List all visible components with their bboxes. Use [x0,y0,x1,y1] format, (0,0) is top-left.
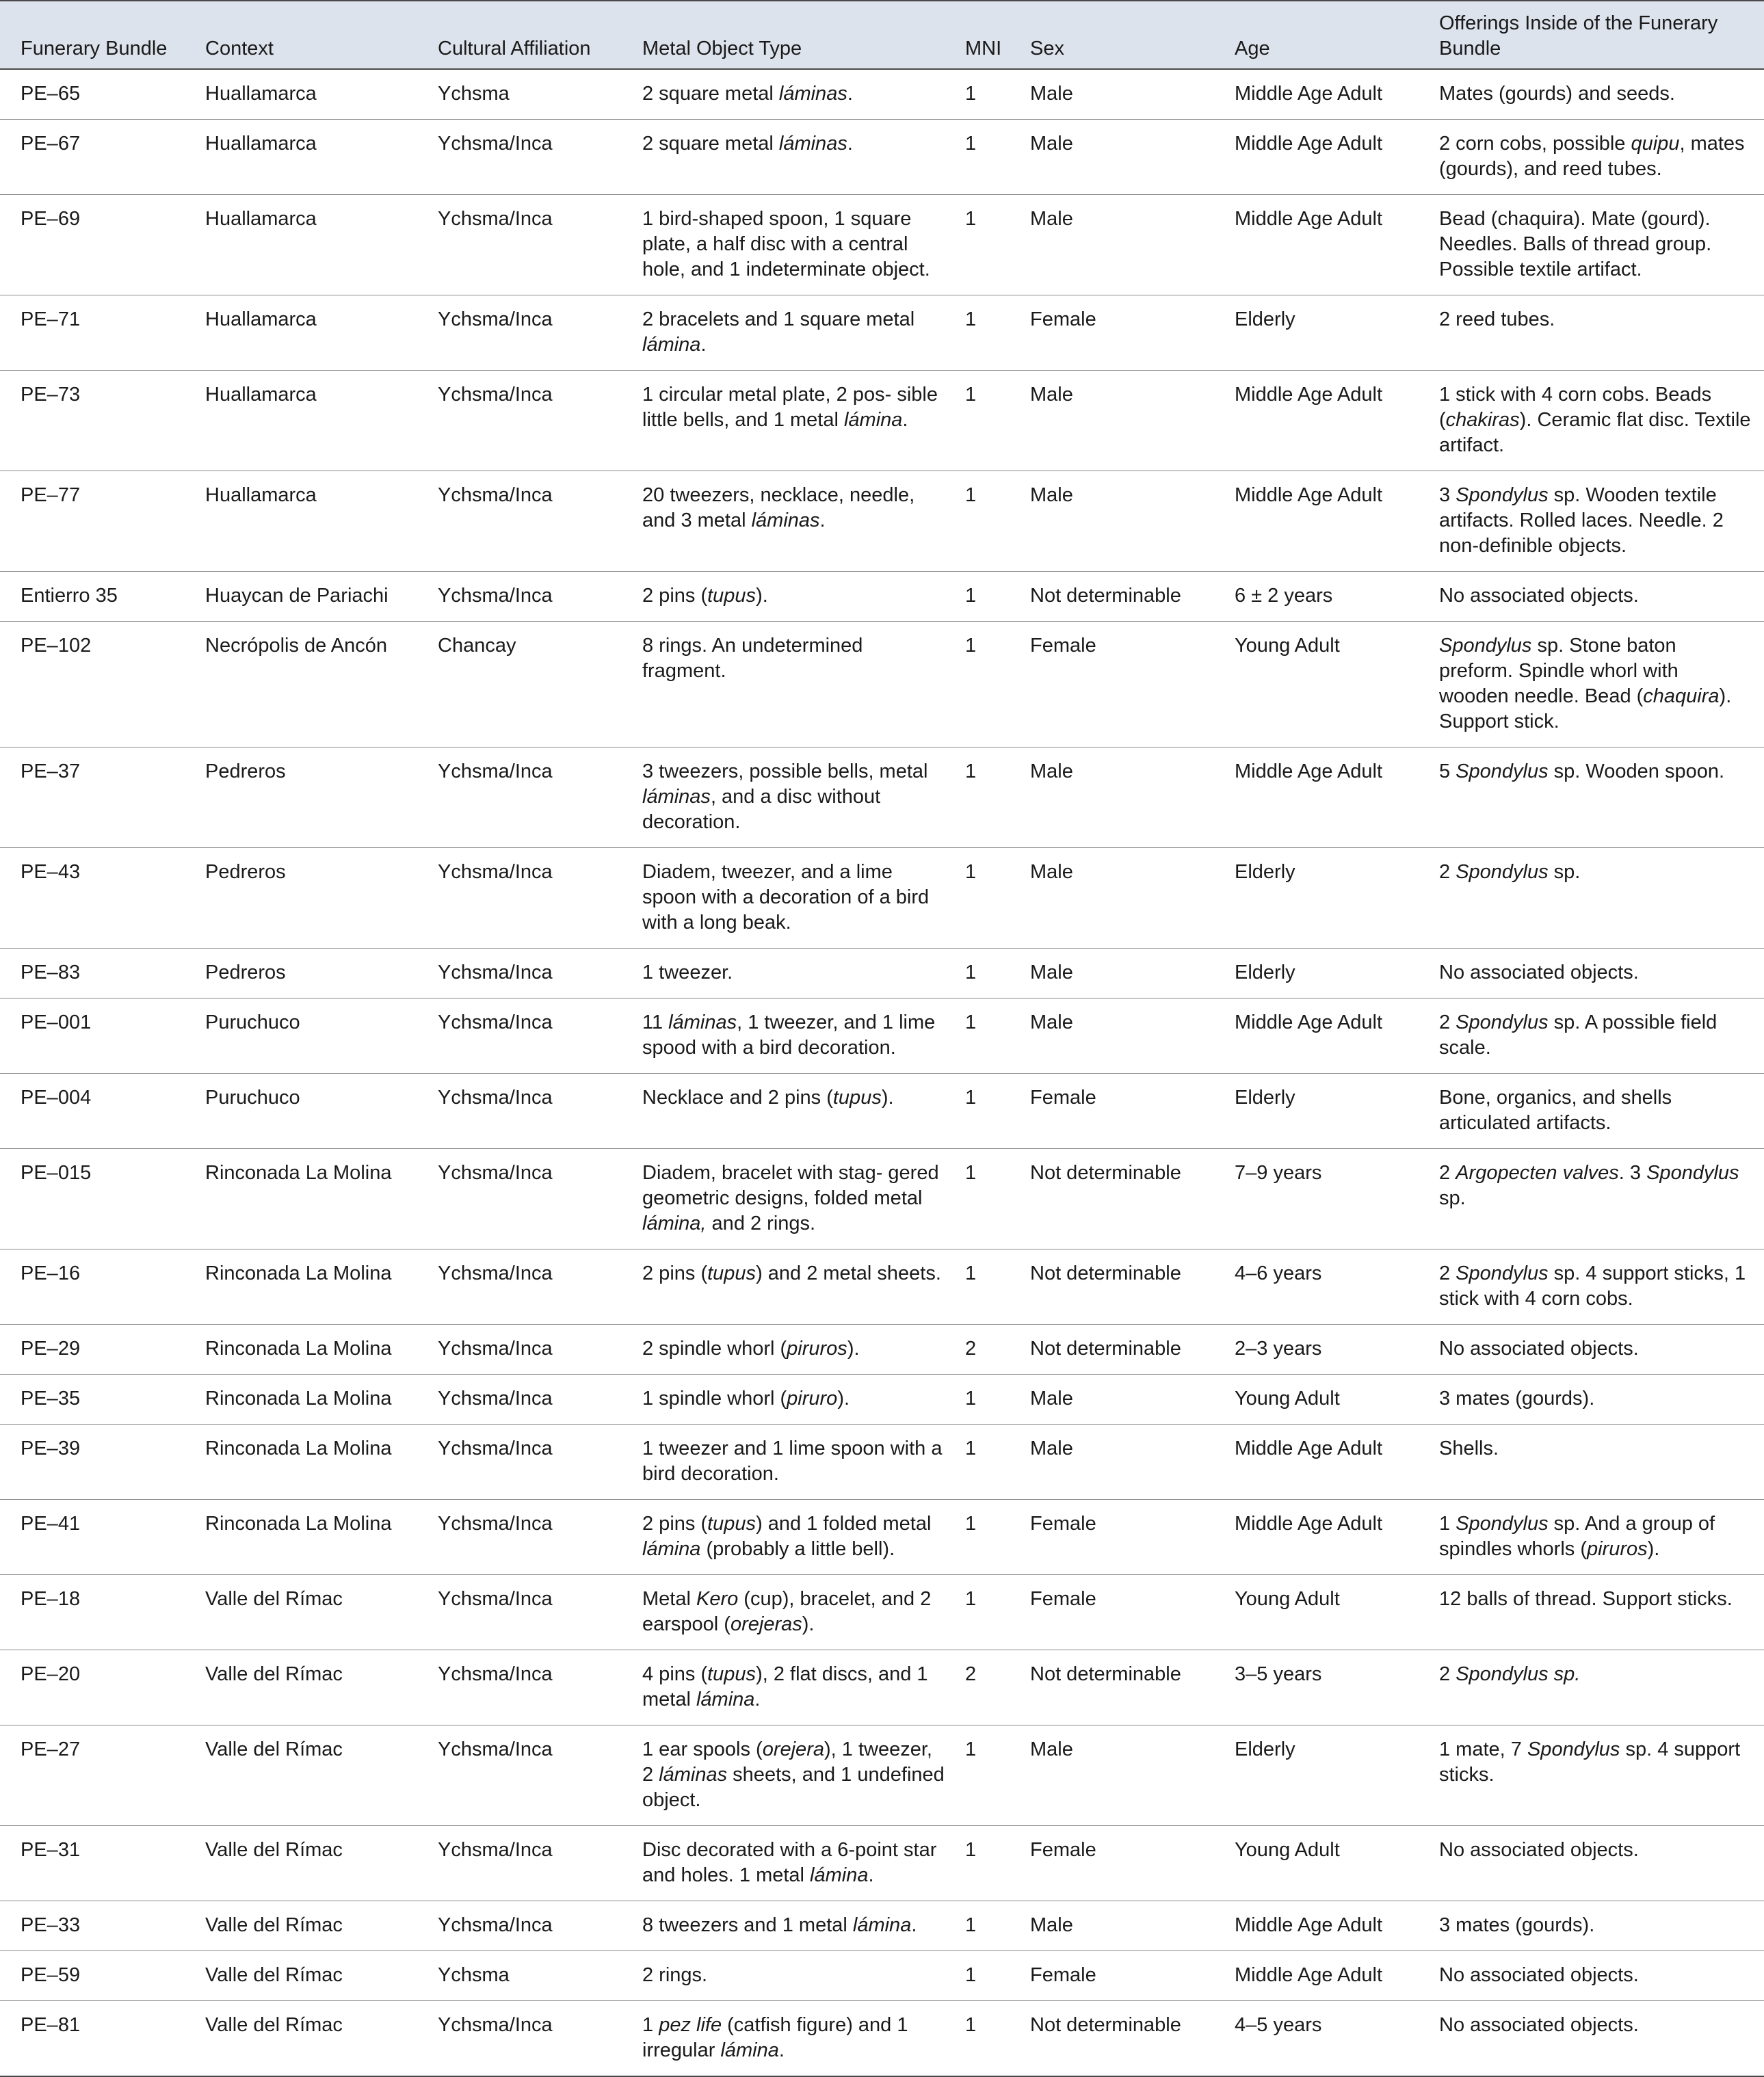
cell-metal-object-type: 2 pins (tupus). [642,572,957,622]
cell-context: Valle del Rímac [205,1901,438,1951]
cell-sex: Female [1030,1500,1235,1575]
cell-offerings: 1 Spondylus sp. And a group of spindles whorls (piruros). [1439,1500,1764,1575]
cell-offerings: 3 mates (gourds). [1439,1901,1764,1951]
cell-cultural-affiliation: Ychsma/Inca [438,1375,642,1425]
cell-context: Pedreros [205,848,438,949]
table-row [0,1074,1764,1149]
cell-sex: Male [1030,848,1235,949]
cell-sex: Male [1030,1725,1235,1826]
cell-metal-object-type: 8 tweezers and 1 metal lámina. [642,1901,957,1951]
cell-metal-object-type: 1 pez life (catfish figure) and 1 irregular lámina. [642,2001,957,2077]
cell-cultural-affiliation: Ychsma/Inca [438,1149,642,1249]
cell-funerary-bundle: PE–001 [0,998,205,1074]
cell-cultural-affiliation: Ychsma/Inca [438,371,642,471]
cell-metal-object-type: 4 pins (tupus), 2 flat discs, and 1 metal lámina. [642,1650,957,1725]
cell-mni: 1 [957,1575,1030,1650]
cell-cultural-affiliation: Ychsma/Inca [438,1249,642,1325]
cell-context: Valle del Rímac [205,1575,438,1650]
cell-metal-object-type: 11 láminas, 1 tweezer, and 1 lime spood with a bird decoration. [642,998,957,1074]
cell-sex: Female [1030,1575,1235,1650]
cell-offerings: No associated objects. [1439,949,1764,998]
table-row [0,1951,1764,2001]
cell-sex: Male [1030,195,1235,295]
table-row [0,1575,1764,1650]
cell-funerary-bundle: PE–18 [0,1575,205,1650]
table-row [0,1149,1764,1249]
table-header [0,1,1764,69]
cell-offerings: 3 Spondylus sp. Wooden textile artifacts. Rolled laces. Needle. 2 non-definible objects. [1439,471,1764,572]
cell-metal-object-type: 2 rings. [642,1951,957,2001]
cell-cultural-affiliation: Ychsma/Inca [438,998,642,1074]
cell-cultural-affiliation: Ychsma/Inca [438,195,642,295]
cell-age: Middle Age Adult [1235,1951,1439,2001]
table-row [0,949,1764,998]
cell-metal-object-type: Metal Kero (cup), bracelet, and 2 earspool (orejeras). [642,1575,957,1650]
cell-age: Middle Age Adult [1235,69,1439,120]
cell-metal-object-type: 2 pins (tupus) and 1 folded metal lámina (probably a little bell). [642,1500,957,1575]
cell-offerings: 2 Spondylus sp. [1439,848,1764,949]
cell-mni: 2 [957,1650,1030,1725]
cell-sex: Female [1030,1074,1235,1149]
cell-sex: Female [1030,1826,1235,1901]
cell-age: Middle Age Adult [1235,120,1439,195]
cell-metal-object-type: Diadem, tweezer, and a lime spoon with a decoration of a bird with a long beak. [642,848,957,949]
cell-offerings: Bead (chaquira). Mate (gourd). Needles. Balls of thread group. Possible textile artifact. [1439,195,1764,295]
cell-offerings: 2 Spondylus sp. [1439,1650,1764,1725]
cell-cultural-affiliation: Ychsma/Inca [438,2001,642,2077]
cell-cultural-affiliation: Ychsma/Inca [438,572,642,622]
cell-mni: 1 [957,1074,1030,1149]
cell-offerings: 12 balls of thread. Support sticks. [1439,1575,1764,1650]
cell-age: Middle Age Adult [1235,1500,1439,1575]
cell-funerary-bundle: PE–015 [0,1149,205,1249]
cell-cultural-affiliation: Ychsma/Inca [438,1074,642,1149]
cell-metal-object-type: Disc decorated with a 6-point star and holes. 1 metal lámina. [642,1826,957,1901]
cell-cultural-affiliation: Ychsma/Inca [438,1725,642,1826]
cell-age: Middle Age Adult [1235,1425,1439,1500]
cell-sex: Not determinable [1030,572,1235,622]
header-sex: Sex [1030,1,1235,69]
cell-funerary-bundle: PE–81 [0,2001,205,2077]
cell-mni: 1 [957,1249,1030,1325]
cell-offerings: No associated objects. [1439,1325,1764,1375]
cell-mni: 1 [957,1901,1030,1951]
cell-metal-object-type: 1 ear spools (orejera), 1 tweezer, 2 láminas sheets, and 1 undefined object. [642,1725,957,1826]
cell-offerings: 1 mate, 7 Spondylus sp. 4 support sticks. [1439,1725,1764,1826]
table-row [0,1725,1764,1826]
cell-cultural-affiliation: Ychsma [438,1951,642,2001]
cell-offerings: 3 mates (gourds). [1439,1375,1764,1425]
cell-age: Elderly [1235,848,1439,949]
cell-sex: Not determinable [1030,1249,1235,1325]
header-metal-object-type: Metal Object Type [642,1,957,69]
cell-age: Middle Age Adult [1235,371,1439,471]
cell-context: Necrópolis de Ancón [205,622,438,748]
cell-funerary-bundle: PE–35 [0,1375,205,1425]
cell-offerings: Spondylus sp. Stone baton preform. Spindle whorl with wooden needle. Bead (chaquira). Support stick. [1439,622,1764,748]
header-offerings: Offerings Inside of the Funerary Bundle [1439,1,1764,69]
cell-offerings: 2 Spondylus sp. 4 support sticks, 1 stick with 4 corn cobs. [1439,1249,1764,1325]
cell-metal-object-type: Diadem, bracelet with stag- gered geometric designs, folded metal lámina, and 2 rings. [642,1149,957,1249]
table-row [0,295,1764,371]
header-context: Context [205,1,438,69]
cell-context: Puruchuco [205,998,438,1074]
cell-mni: 2 [957,1325,1030,1375]
cell-age: 3–5 years [1235,1650,1439,1725]
cell-funerary-bundle: PE–41 [0,1500,205,1575]
header-cultural-affiliation: Cultural Affiliation [438,1,642,69]
table-row [0,371,1764,471]
cell-mni: 1 [957,1375,1030,1425]
cell-cultural-affiliation: Ychsma/Inca [438,471,642,572]
cell-cultural-affiliation: Ychsma/Inca [438,1901,642,1951]
cell-metal-object-type: 1 spindle whorl (piruro). [642,1375,957,1425]
table-row [0,1325,1764,1375]
cell-context: Rinconada La Molina [205,1325,438,1375]
cell-sex: Female [1030,1951,1235,2001]
cell-funerary-bundle: PE–71 [0,295,205,371]
cell-funerary-bundle: PE–59 [0,1951,205,2001]
cell-cultural-affiliation: Chancay [438,622,642,748]
cell-offerings: No associated objects. [1439,2001,1764,2077]
cell-age: 4–5 years [1235,2001,1439,2077]
cell-cultural-affiliation: Ychsma/Inca [438,1650,642,1725]
cell-funerary-bundle: PE–43 [0,848,205,949]
cell-sex: Male [1030,949,1235,998]
cell-age: 6 ± 2 years [1235,572,1439,622]
cell-funerary-bundle: PE–69 [0,195,205,295]
cell-context: Huallamarca [205,371,438,471]
cell-metal-object-type: 1 tweezer. [642,949,957,998]
cell-funerary-bundle: PE–27 [0,1725,205,1826]
cell-metal-object-type: 2 spindle whorl (piruros). [642,1325,957,1375]
cell-sex: Not determinable [1030,1650,1235,1725]
cell-sex: Male [1030,120,1235,195]
header-age: Age [1235,1,1439,69]
cell-offerings: 2 reed tubes. [1439,295,1764,371]
cell-context: Pedreros [205,748,438,848]
cell-cultural-affiliation: Ychsma/Inca [438,1826,642,1901]
cell-age: Middle Age Adult [1235,748,1439,848]
cell-funerary-bundle: PE–77 [0,471,205,572]
header-funerary-bundle: Funerary Bundle [0,1,205,69]
cell-funerary-bundle: PE–65 [0,69,205,120]
cell-funerary-bundle: PE–37 [0,748,205,848]
cell-offerings: 2 corn cobs, possible quipu, mates (gourds), and reed tubes. [1439,120,1764,195]
cell-age: Young Adult [1235,622,1439,748]
cell-funerary-bundle: PE–67 [0,120,205,195]
cell-funerary-bundle: PE–004 [0,1074,205,1149]
cell-age: Young Adult [1235,1575,1439,1650]
cell-context: Rinconada La Molina [205,1149,438,1249]
cell-sex: Not determinable [1030,2001,1235,2077]
cell-cultural-affiliation: Ychsma/Inca [438,1425,642,1500]
cell-mni: 1 [957,371,1030,471]
table-row [0,69,1764,120]
cell-funerary-bundle: PE–102 [0,622,205,748]
cell-funerary-bundle: PE–83 [0,949,205,998]
cell-context: Huallamarca [205,69,438,120]
table-row [0,572,1764,622]
table-body [0,69,1764,2076]
table-row [0,120,1764,195]
cell-age: Young Adult [1235,1826,1439,1901]
cell-age: 2–3 years [1235,1325,1439,1375]
cell-cultural-affiliation: Ychsma/Inca [438,748,642,848]
cell-cultural-affiliation: Ychsma/Inca [438,120,642,195]
cell-mni: 1 [957,748,1030,848]
cell-funerary-bundle: PE–29 [0,1325,205,1375]
cell-metal-object-type: Necklace and 2 pins (tupus). [642,1074,957,1149]
cell-age: 4–6 years [1235,1249,1439,1325]
cell-age: 7–9 years [1235,1149,1439,1249]
cell-cultural-affiliation: Ychsma/Inca [438,848,642,949]
cell-mni: 1 [957,949,1030,998]
cell-age: Middle Age Adult [1235,195,1439,295]
table-row [0,1826,1764,1901]
table-row [0,1901,1764,1951]
table-row [0,998,1764,1074]
cell-age: Elderly [1235,949,1439,998]
cell-funerary-bundle: PE–73 [0,371,205,471]
cell-metal-object-type: 1 tweezer and 1 lime spoon with a bird decoration. [642,1425,957,1500]
cell-metal-object-type: 2 square metal láminas. [642,120,957,195]
cell-metal-object-type: 2 square metal láminas. [642,69,957,120]
table-row [0,848,1764,949]
cell-age: Young Adult [1235,1375,1439,1425]
cell-age: Middle Age Adult [1235,1901,1439,1951]
cell-mni: 1 [957,998,1030,1074]
cell-context: Valle del Rímac [205,1725,438,1826]
cell-mni: 1 [957,1826,1030,1901]
cell-sex: Male [1030,371,1235,471]
cell-context: Rinconada La Molina [205,1249,438,1325]
cell-cultural-affiliation: Ychsma/Inca [438,1500,642,1575]
cell-funerary-bundle: Entierro 35 [0,572,205,622]
cell-offerings: Bone, organics, and shells articulated artifacts. [1439,1074,1764,1149]
cell-sex: Male [1030,471,1235,572]
cell-offerings: No associated objects. [1439,1826,1764,1901]
header-mni: MNI [957,1,1030,69]
cell-funerary-bundle: PE–31 [0,1826,205,1901]
header-row [0,1,1764,69]
cell-mni: 1 [957,1425,1030,1500]
cell-age: Elderly [1235,295,1439,371]
cell-metal-object-type: 2 pins (tupus) and 2 metal sheets. [642,1249,957,1325]
cell-offerings: Shells. [1439,1425,1764,1500]
cell-mni: 1 [957,572,1030,622]
cell-offerings: No associated objects. [1439,1951,1764,2001]
cell-context: Huallamarca [205,120,438,195]
cell-context: Pedreros [205,949,438,998]
cell-context: Rinconada La Molina [205,1425,438,1500]
cell-cultural-affiliation: Ychsma/Inca [438,1575,642,1650]
cell-context: Puruchuco [205,1074,438,1149]
cell-sex: Female [1030,622,1235,748]
table-row [0,748,1764,848]
cell-cultural-affiliation: Ychsma/Inca [438,949,642,998]
cell-context: Rinconada La Molina [205,1500,438,1575]
cell-sex: Male [1030,1901,1235,1951]
cell-mni: 1 [957,295,1030,371]
cell-age: Middle Age Adult [1235,471,1439,572]
table-row [0,2001,1764,2077]
cell-mni: 1 [957,120,1030,195]
cell-mni: 1 [957,1725,1030,1826]
cell-context: Huaycan de Pariachi [205,572,438,622]
table-row [0,1650,1764,1725]
cell-offerings: 2 Spondylus sp. A possible field scale. [1439,998,1764,1074]
cell-offerings: No associated objects. [1439,572,1764,622]
cell-age: Elderly [1235,1725,1439,1826]
table-row [0,1249,1764,1325]
cell-context: Huallamarca [205,295,438,371]
cell-metal-object-type: 20 tweezers, necklace, needle, and 3 metal láminas. [642,471,957,572]
cell-funerary-bundle: PE–20 [0,1650,205,1725]
cell-sex: Male [1030,1425,1235,1500]
cell-cultural-affiliation: Ychsma/Inca [438,295,642,371]
cell-context: Valle del Rímac [205,1951,438,2001]
cell-metal-object-type: 2 bracelets and 1 square metal lámina. [642,295,957,371]
cell-mni: 1 [957,69,1030,120]
cell-funerary-bundle: PE–33 [0,1901,205,1951]
cell-offerings: 2 Argopecten valves. 3 Spondylus sp. [1439,1149,1764,1249]
table-row [0,1500,1764,1575]
cell-context: Valle del Rímac [205,1650,438,1725]
cell-context: Huallamarca [205,195,438,295]
cell-mni: 1 [957,195,1030,295]
cell-offerings: Mates (gourds) and seeds. [1439,69,1764,120]
table-row [0,195,1764,295]
cell-offerings: 5 Spondylus sp. Wooden spoon. [1439,748,1764,848]
cell-mni: 1 [957,848,1030,949]
table-row [0,622,1764,748]
cell-metal-object-type: 8 rings. An undetermined fragment. [642,622,957,748]
cell-cultural-affiliation: Ychsma/Inca [438,1325,642,1375]
cell-sex: Male [1030,69,1235,120]
cell-mni: 1 [957,2001,1030,2077]
cell-sex: Not determinable [1030,1325,1235,1375]
cell-funerary-bundle: PE–39 [0,1425,205,1500]
cell-age: Elderly [1235,1074,1439,1149]
cell-mni: 1 [957,1500,1030,1575]
cell-mni: 1 [957,1951,1030,2001]
cell-sex: Male [1030,998,1235,1074]
cell-sex: Male [1030,1375,1235,1425]
cell-offerings: 1 stick with 4 corn cobs. Beads (chakiras). Ceramic flat disc. Textile artifact. [1439,371,1764,471]
cell-mni: 1 [957,1149,1030,1249]
cell-context: Huallamarca [205,471,438,572]
cell-cultural-affiliation: Ychsma [438,69,642,120]
cell-mni: 1 [957,622,1030,748]
cell-metal-object-type: 1 bird-shaped spoon, 1 square plate, a half disc with a central hole, and 1 indeterminate object. [642,195,957,295]
table-row [0,471,1764,572]
table-row [0,1375,1764,1425]
cell-funerary-bundle: PE–16 [0,1249,205,1325]
table-row [0,1425,1764,1500]
cell-metal-object-type: 1 circular metal plate, 2 pos- sible little bells, and 1 metal lámina. [642,371,957,471]
cell-sex: Male [1030,748,1235,848]
cell-age: Middle Age Adult [1235,998,1439,1074]
cell-context: Valle del Rímac [205,2001,438,2077]
cell-context: Valle del Rímac [205,1826,438,1901]
cell-sex: Female [1030,295,1235,371]
cell-metal-object-type: 3 tweezers, possible bells, metal láminas, and a disc without decoration. [642,748,957,848]
cell-mni: 1 [957,471,1030,572]
cell-context: Rinconada La Molina [205,1375,438,1425]
cell-sex: Not determinable [1030,1149,1235,1249]
